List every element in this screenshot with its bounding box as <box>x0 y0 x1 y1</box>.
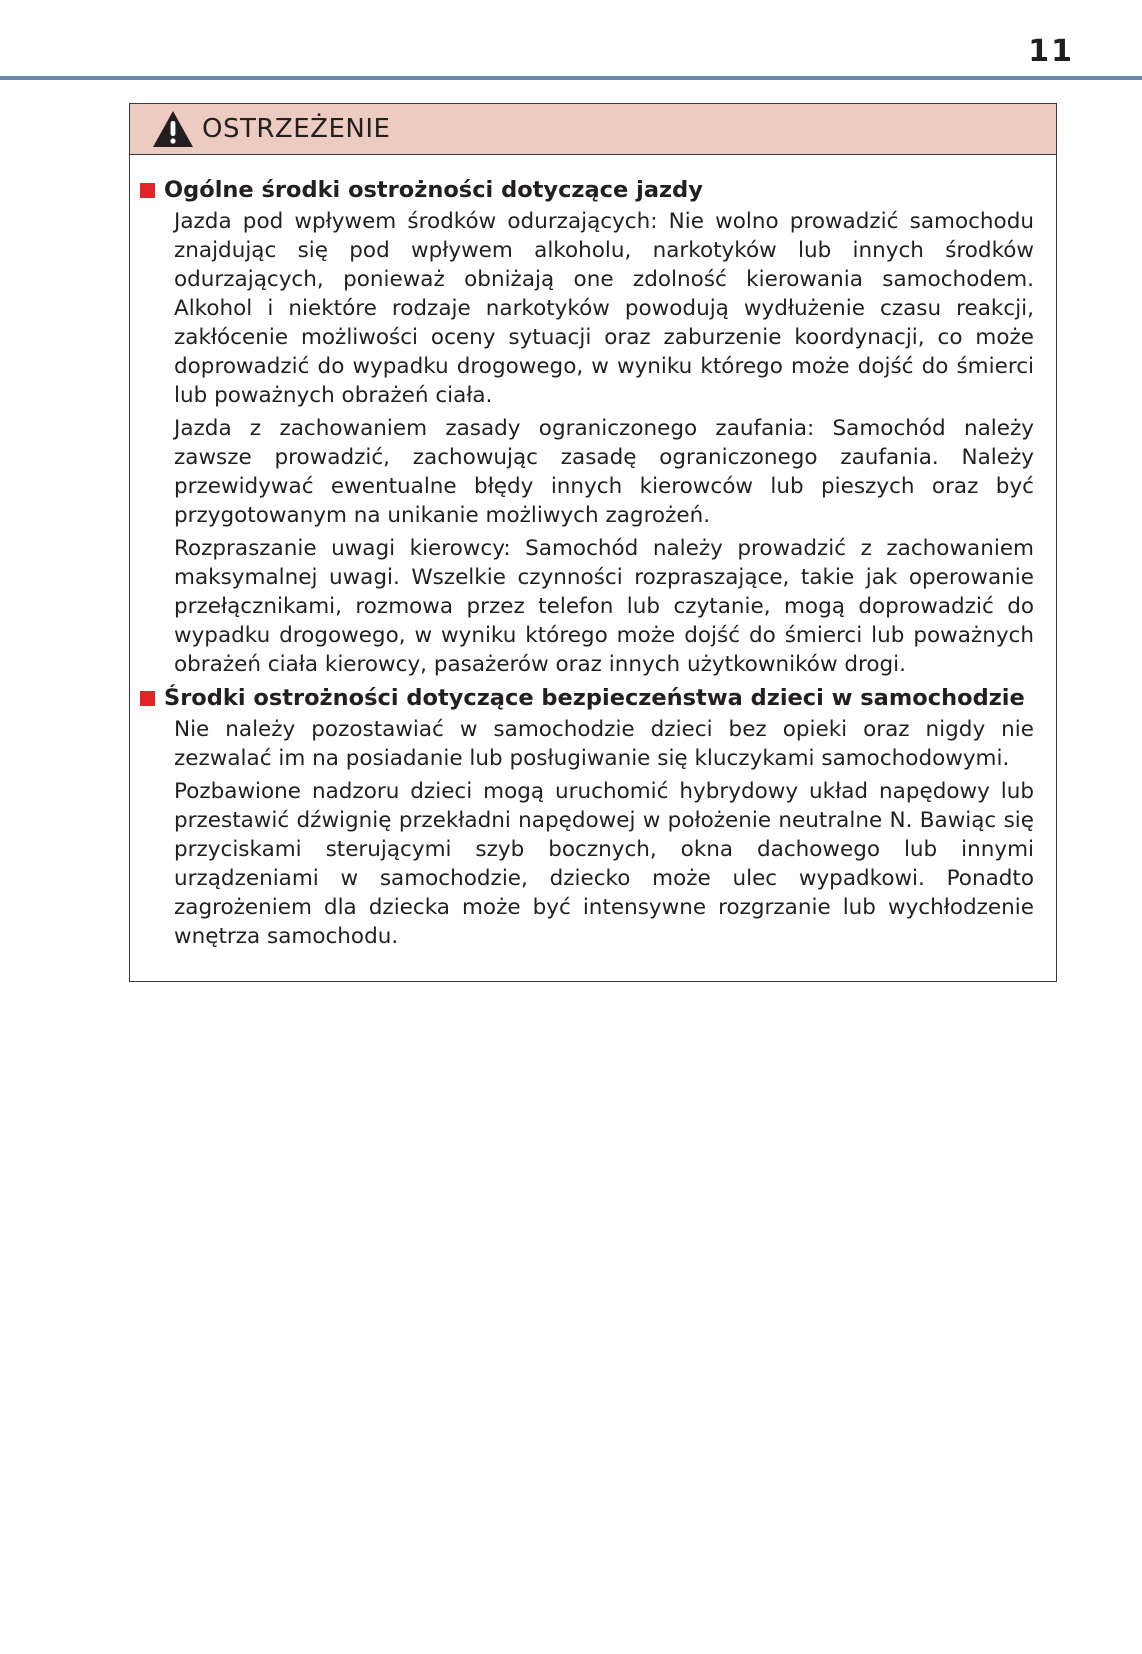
header-rule <box>0 76 1142 80</box>
paragraph: Nie należy pozostawiać w samochodzie dzieci bez opieki oraz nigdy nie zezwalać im na posiadanie lub posługiwanie się kluczykami samochodowymi. <box>174 717 1034 771</box>
red-square-bullet-icon <box>140 691 155 706</box>
warning-body <box>130 155 1056 981</box>
section-child-safety <box>140 683 1034 951</box>
warning-box <box>129 103 1057 982</box>
section-heading <box>140 683 1034 713</box>
warning-header <box>130 104 1056 155</box>
section-heading-text: Środki ostrożności dotyczące bezpieczeństwa dzieci w samochodzie <box>164 685 1025 711</box>
section-driving-precautions <box>140 175 1034 679</box>
red-square-bullet-icon <box>140 183 155 198</box>
paragraph: Jazda z zachowaniem zasady ograniczonego zaufania: Samochód należy zawsze prowadzić, zachowując zasadę ograniczonego zaufania. Należy przewidywać ewentualne błędy innych kierowców lub pieszych oraz być przygotowanym na unikanie możliwych zagrożeń. <box>174 416 1034 528</box>
section-heading-text: Ogólne środki ostrożności dotyczące jazdy <box>164 177 703 203</box>
warning-title: OSTRZEŻENIE <box>202 114 391 144</box>
paragraph: Pozbawione nadzoru dzieci mogą uruchomić hybrydowy układ napędowy lub przestawić dźwignię przekładni napędowej w położenie neutralne N. Bawiąc się przyciskami sterującymi szyb bocznych, okna dachowego lub innymi urządzeniami w samochodzie, dziecko może ulec wypadkowi. Ponadto zagrożeniem dla dziecka może być intensywne rozgrzanie lub wychłodzenie wnętrza samochodu. <box>174 779 1034 949</box>
section-heading <box>140 175 1034 205</box>
page-number: 11 <box>1028 34 1074 69</box>
warning-triangle-icon <box>152 110 194 148</box>
paragraph: Rozpraszanie uwagi kierowcy: Samochód należy prowadzić z zachowaniem maksymalnej uwagi. Wszelkie czynności rozpraszające, takie jak operowanie przełącznikami, rozmowa przez telefon lub czytanie, mogą doprowadzić do wypadku drogowego, w wyniku którego może dojść do śmierci lub poważnych obrażeń ciała kierowcy, pasażerów oraz innych użytkowników drogi. <box>174 536 1034 677</box>
paragraph: Jazda pod wpływem środków odurzających: Nie wolno prowadzić samochodu znajdując się pod wpływem alkoholu, narkotyków lub innych środków odurzających, ponieważ obniżają one zdolność kierowania samochodem. Alkohol i niektóre rodzaje narkotyków powodują wydłużenie czasu reakcji, zakłócenie możliwości oceny sytuacji oraz zaburzenie koordynacji, co może doprowadzić do wypadku drogowego, w wyniku którego może dojść do śmierci lub poważnych obrażeń ciała. <box>174 209 1034 408</box>
